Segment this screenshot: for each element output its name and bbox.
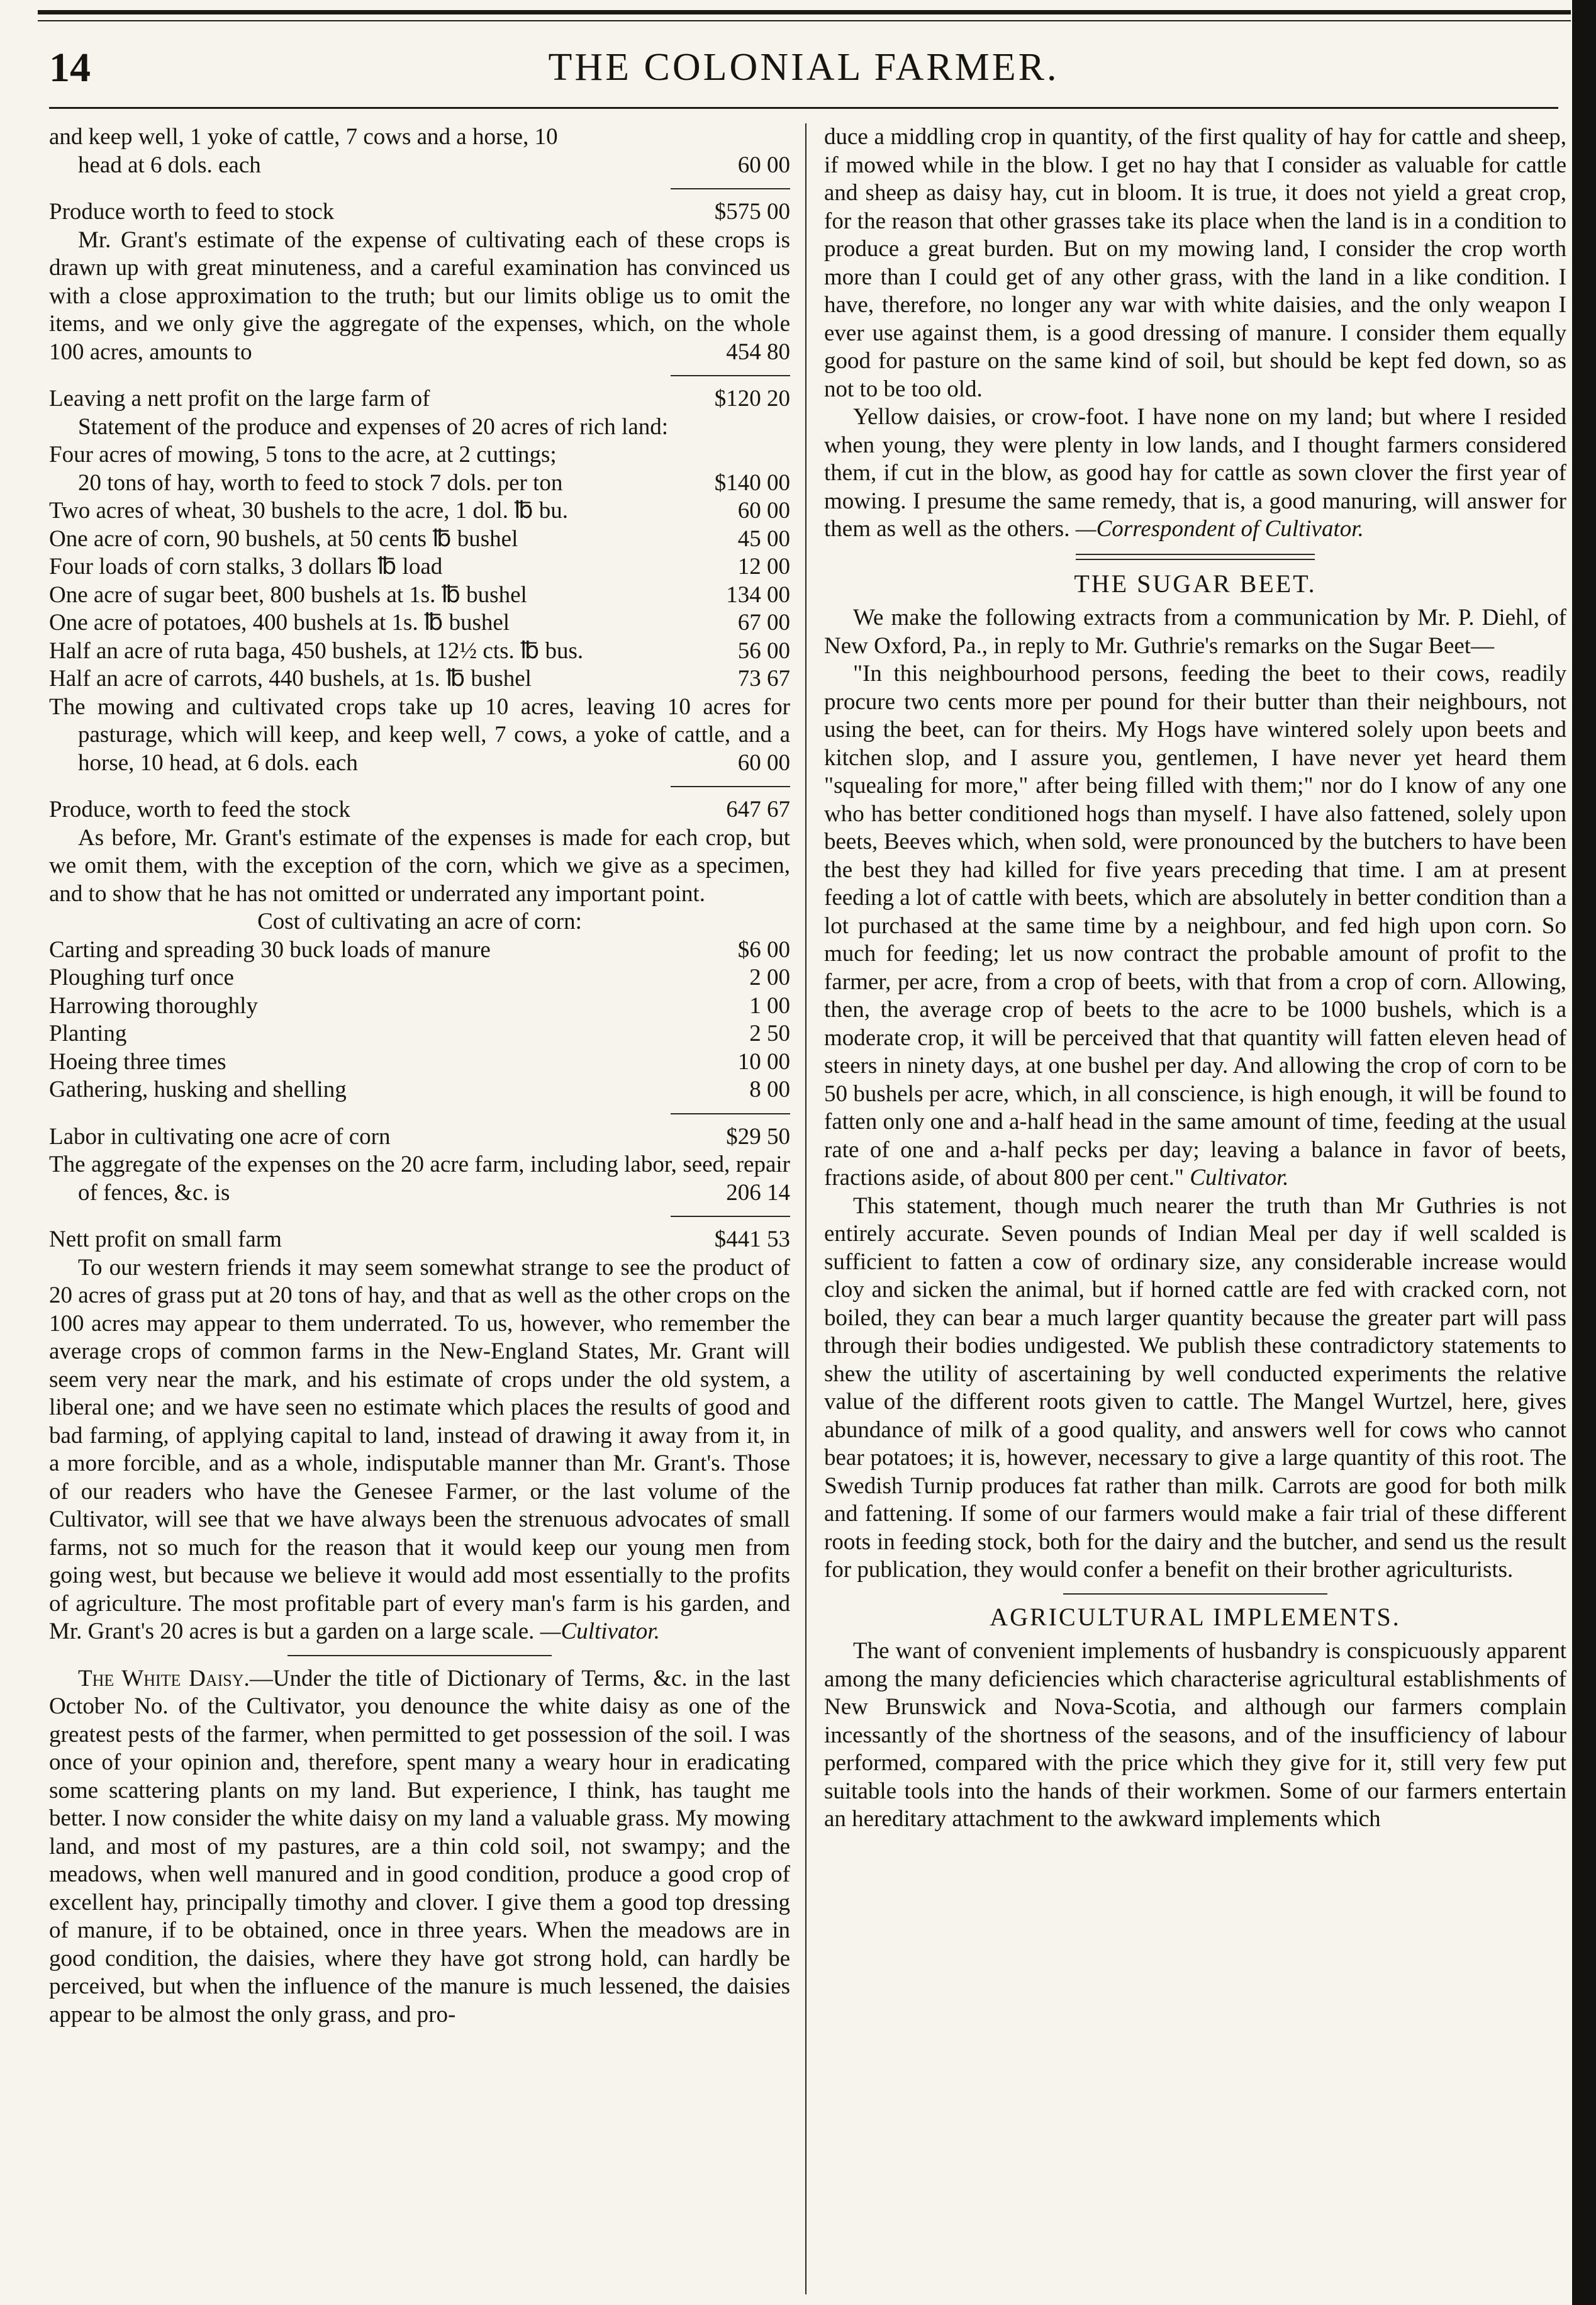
western-text: To our western friends it may seem somewhat strange to see the product of 20 acres of grass put at 20 tons of hay, and that as well as the other crops on the 100 acres may appear to them underrated. To us, however, who remember the average crops of common farms in the New-England States, Mr. Grant will seem very near the mark, and his estimate of crops under the old system, a liberal one; and we have seen no estimate which places the results of good and bad farming, of applying capital to land, instead of drawing it away from it, in a more forcible, and as a whole, indisputable manner than Mr. Grant's. Those of our readers who have the Genesee Farmer, or the last volume of the Cultivator, will see that we have always been the strenuous advocates of small farms, not so much for the reason that it would keep our young men from going west, but because we believe it would add most essentially to the profits of agriculture. The most profitable part of every man's farm is his garden, and Mr. Grant's 20 acres is but a garden on a large scale. xyxy=(49,1254,790,1644)
line-item-row xyxy=(49,469,790,498)
mowing-text: The mowing and cultivated crops take up 10 acres, leaving 10 acres for pasturage, which will keep, and keep well, 7 cows, a yoke of cattle, and a horse, 10 head, at 6 dols. each xyxy=(49,693,790,776)
white-daisy-paragraph xyxy=(49,1665,790,2029)
cost-heading: Cost of cultivating an acre of corn: xyxy=(257,909,582,934)
line-item-label: Carting and spreading 30 buck loads of manure xyxy=(49,936,491,963)
mowing-amount: 60 00 xyxy=(737,749,790,776)
leaving-label: Leaving a nett profit on the large farm of xyxy=(49,386,430,412)
line-item-amount: 134 00 xyxy=(726,581,790,608)
section-rule xyxy=(287,1655,552,1656)
aggregate-paragraph xyxy=(49,1151,790,1207)
line-item-row xyxy=(49,637,790,666)
aggregate-amount: 206 14 xyxy=(726,1179,790,1206)
line-item-amount: 60 00 xyxy=(737,498,790,524)
produce-items-list xyxy=(49,469,790,693)
mowing-paragraph xyxy=(49,693,790,778)
leaving-row xyxy=(49,385,790,413)
nett-row xyxy=(49,1226,790,1254)
sugar-beet-heading: THE SUGAR BEET. xyxy=(1074,569,1317,598)
line-item-label: Half an acre of carrots, 440 bushels, at 1s. ℔ bushel xyxy=(49,666,532,692)
line-item-row xyxy=(49,992,790,1021)
cost-items-list xyxy=(49,936,790,1104)
line-item-row xyxy=(49,609,790,637)
right-column xyxy=(824,123,1566,1834)
column-divider xyxy=(805,123,806,2294)
western-paragraph xyxy=(49,1254,790,1646)
nett-amount: $441 53 xyxy=(714,1226,790,1252)
western-signature: —Cultivator. xyxy=(540,1618,660,1644)
line-item-row xyxy=(49,553,790,581)
top-border-rule xyxy=(38,10,1571,14)
line-item-row xyxy=(49,665,790,693)
newspaper-title: THE COLONIAL FARMER. xyxy=(548,46,1059,89)
labor-label: Labor in cultivating one acre of corn xyxy=(49,1123,391,1150)
line-item-amount: 1 00 xyxy=(749,992,790,1019)
line-item-amount: $140 00 xyxy=(714,469,790,496)
line-item-label: Half an acre of ruta baga, 450 bushels, at 12½ cts. ℔ bus. xyxy=(49,637,584,664)
line-item-label: Four loads of corn stalks, 3 dollars ℔ load xyxy=(49,554,443,580)
sum-rule xyxy=(671,1113,790,1114)
sugar-beet-intro: We make the following extracts from a communication by Mr. P. Diehl, of New Oxford, Pa., in reply to Mr. Guthrie's remarks on the Sugar Beet— xyxy=(824,605,1566,659)
p1-line-2: head at 6 dols. each xyxy=(78,152,261,178)
produce1-label: Produce worth to feed to stock xyxy=(49,199,335,225)
produce2-row xyxy=(49,796,790,824)
top-border-rule-thin xyxy=(38,20,1571,21)
statement-heading: Statement of the produce and expenses of 20 acres of rich land: xyxy=(78,413,669,440)
leaving-amount: $120 20 xyxy=(714,386,790,412)
produce1-amount: $575 00 xyxy=(714,199,790,225)
line-item-label: Ploughing turf once xyxy=(49,965,234,990)
header-rule xyxy=(49,107,1558,109)
line-item-row xyxy=(49,525,790,554)
white-daisy-text: —Under the title of Dictionary of Terms, &c. in the last October No. of the Cultivator, you denounce the white daisy as one of the greatest pests of the farmer, when permitted to get possession of the soil. I was once of your opinion and, therefore, spent many a weary hour in eradicating some scattering plants on my land. But experience, I think, has taught me better. I now consider the white daisy on my land a valuable grass. My mowing land, and most of my pastures, are a thin cold soil, not swampy; and the meadows, when well manured and in good condition, produce a good crop of excellent hay, principally timothy and clover. I give them a good top dressing of manure, if to be obtained, once in three years. When the meadows are in good condition, the daisies, where they have got strong hold, can hardly be perceived, but when the influence of the manure is much lessened, the daisies appear to be almost the only grass, and pro- xyxy=(49,1665,790,2027)
labor-amount: $29 50 xyxy=(726,1123,790,1150)
page-header xyxy=(49,44,1558,101)
line-item-label: Hoeing three times xyxy=(49,1048,226,1075)
aggregate-text: The aggregate of the expenses on the 20 acre farm, including labor, seed, repair of fences, &c. is xyxy=(49,1152,790,1206)
produce2-label: Produce, worth to feed the stock xyxy=(49,797,350,822)
line-item-amount: 73 67 xyxy=(737,666,790,692)
statement-paragraph: This statement, though much nearer the truth than Mr Guthries is not entirely accurate. Seven pounds of Indian Meal per day if well scalded is sufficient to fatten a cow of ordinary size, any considerable increase would cloy and sicken the animal, but if horned cattle are fed with cracked corn, not boiled, they can bear a much larger quantity because the greater part will pass through their bodies undigested. We publish these contradictory statements to shew the utility of ascertaining by well conducted experiments the relative value of the different roots given to cattle. The Mangel Wurtzel, here, gives abundance of milk of a good quality, and answers well for cows who cannot bear potatoes; it is, however, necessary to give a large quantity of this root. The Swedish Turnip produces fat rather than milk. Carrots are good for both milk and fattening. If some of our farmers would make a fair trial of these different roots in feeding stock, both for the dairy and the butcher, and send us the result for publication, they would confer a benefit on their brother agriculturists. xyxy=(824,1192,1566,1583)
p1-amount: 60 00 xyxy=(737,152,790,178)
line-item-label: One acre of potatoes, 400 bushels at 1s. ℔ bushel xyxy=(49,610,510,636)
white-daisy-title: The White Daisy. xyxy=(78,1665,250,1691)
mowing-intro: Four acres of mowing, 5 tons to the acre, at 2 cuttings; xyxy=(49,442,557,468)
line-item-amount: 2 50 xyxy=(749,1021,790,1046)
line-item-label: Two acres of wheat, 30 bushels to the acre, 1 dol. ℔ bu. xyxy=(49,498,569,524)
line-item-row xyxy=(49,1076,790,1104)
sugar-beet-signature: Cultivator. xyxy=(1190,1165,1289,1191)
section-rule xyxy=(1076,554,1315,560)
sum-rule xyxy=(671,375,790,376)
line-item-label: One acre of sugar beet, 800 bushels at 1s. ℔ bushel xyxy=(49,581,527,608)
sum-rule xyxy=(671,786,790,787)
produce1-row xyxy=(49,198,790,227)
implements-heading: AGRICULTURAL IMPLEMENTS. xyxy=(990,1602,1401,1631)
p1-row xyxy=(49,152,790,180)
produce2-amount: 647 67 xyxy=(726,797,790,822)
implements-paragraph: The want of convenient implements of husbandry is conspicuously apparent among the many deficiencies which characterise agricultural establishments of New Brunswick and Nova-Scotia, and although our farmers complain incessantly of the shortness of the seasons, and of the insufficiency of labour performed, compared with the price which they give for it, still very few put suitable tools into the hands of their workmen. Some of our farmers entertain an hereditary attachment to the awkward implements which xyxy=(824,1638,1566,1832)
line-item-row xyxy=(49,497,790,525)
sugar-beet-quote-text: "In this neighbourhood persons, feeding the beet to their cows, readily procure two cents more per pound for their butter than their neighbours, not using the beet, can for theirs. My Hogs have wintered solely upon beets and kitchen slop, and I assure you, gentlemen, I have never yet heard them "squealing for more," after being filled with them;" nor do I know of any one who has better conditioned hogs than myself. I have also fattened, solely upon beets, Beeves which, when sold, were pronounced by the butchers to have been the best they had killed for five years preceding that time. I am at present feeding a lot of cattle with beets, which are absolutely in better condition than a lot purchased at the same time by a neighbour, and fed high upon corn. So much for feeding; let us now contract the probable amount of profit to the farmer, per acre, from a crop of beets, with that from a crop of corn. Allowing, then, the average crop of beets to the acre to be 1000 bushels, which is a moderate crop, it will be perceived that that quantity will fatten eleven head of steers in ninety days, at one bushel per day. And allowing the crop of corn to be 50 bushels per acre, which, in all conscience, is high enough, it will be found to fatten only one and a-half head in the same amount of time, feeding at the usual rate of one and a-half pecks per day; leaving a balance in favor of beets, fractions aside, of about 800 per cent." xyxy=(824,661,1566,1191)
p1-line-1: and keep well, 1 yoke of cattle, 7 cows and a horse, 10 xyxy=(49,124,558,150)
line-item-label: Gathering, husking and shelling xyxy=(49,1077,347,1102)
line-item-label: 20 tons of hay, worth to feed to stock 7 dols. per ton xyxy=(78,469,563,496)
page-edge-shadow xyxy=(1572,0,1596,2305)
page-number: 14 xyxy=(49,45,91,91)
yellow-daisy-signature: —Correspondent of Cultivator. xyxy=(1075,516,1364,542)
line-item-label: One acre of corn, 90 bushels, at 50 cents ℔ bushel xyxy=(49,525,518,552)
line-item-row xyxy=(49,1020,790,1048)
line-item-amount: 45 00 xyxy=(737,525,790,552)
line-item-amount: 2 00 xyxy=(749,965,790,990)
yellow-daisy-paragraph xyxy=(824,403,1566,544)
line-item-row xyxy=(49,581,790,610)
grant-amount: 454 80 xyxy=(726,339,790,365)
sum-rule xyxy=(671,188,790,189)
line-item-amount: 10 00 xyxy=(737,1048,790,1075)
line-item-row xyxy=(49,964,790,992)
line-item-amount: 56 00 xyxy=(737,637,790,664)
yellow-daisy-text: Yellow daisies, or crow-foot. I have none on my land; but where I resided when young, they were plenty in low lands, and I thought farmers considered them, if cut in the blow, as good hay for cattle as sown clover the first year of mowing. I presume the same remedy, that is, a good manuring, will answer for them as well as the others. xyxy=(824,404,1566,542)
line-item-row xyxy=(49,936,790,965)
grant-estimate-paragraph xyxy=(49,227,790,367)
section-rule xyxy=(1063,1593,1327,1595)
line-item-label: Planting xyxy=(49,1021,127,1046)
sum-rule xyxy=(671,1216,790,1217)
line-item-row xyxy=(49,1048,790,1077)
grant-text: Mr. Grant's estimate of the expense of cultivating each of these crops is drawn up with great minuteness, and a careful examination has convinced us with a close approximation to the truth; but our limits oblige us to omit the items, and we only give the aggregate of the expenses, which, on the whole 100 acres, amounts to xyxy=(49,227,790,365)
line-item-amount: 67 00 xyxy=(737,610,790,636)
sugar-beet-quote xyxy=(824,660,1566,1192)
line-item-amount: $6 00 xyxy=(737,936,790,963)
line-item-amount: 12 00 xyxy=(737,554,790,580)
line-item-label: Harrowing thoroughly xyxy=(49,992,258,1019)
daisy-continued: duce a middling crop in quantity, of the first quality of hay for cattle and sheep, if mowed while in the blow. I get no hay that I consider as valuable for cattle and sheep as daisy hay, cut in bloom. It is true, it does not yield a great crop, for the reason that other grasses take its place when the land is in a condition to produce a great burden. But on my mowing land, I consider the crop worth more than I could get of any other grass, with the land in a like condition. I have, therefore, no longer any war with white daisies, and the only weapon I ever use against them, is a good dressing of manure. I consider them equally good for pasture on the same kind of soil, but should be kept fed down, so as not to be too old. xyxy=(824,124,1566,402)
line-item-amount: 8 00 xyxy=(749,1077,790,1102)
labor-row xyxy=(49,1123,790,1152)
left-column xyxy=(49,123,790,2029)
before-paragraph: As before, Mr. Grant's estimate of the expenses is made for each crop, but we omit them, with the exception of the corn, which we give as a specimen, and to show that he has not omitted or underrated any important point. xyxy=(49,824,790,907)
nett-label: Nett profit on small farm xyxy=(49,1226,282,1252)
